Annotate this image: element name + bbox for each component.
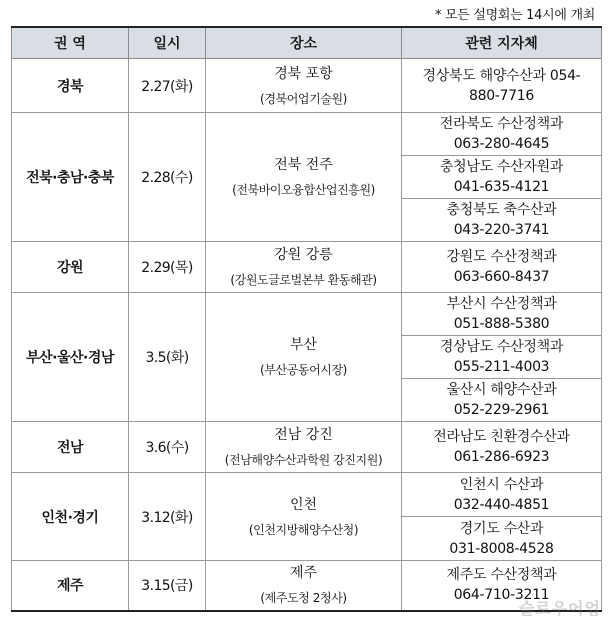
place-cell [206, 113, 402, 242]
contact-dept: 울산시 해양수산과 [446, 382, 557, 398]
place-venue: (전북바이오융합산업진흥원) [232, 183, 375, 197]
contact-dept: 경상북도 해양수산과 054- [422, 67, 581, 84]
contact-dept: 충청북도 축수산과 [446, 202, 557, 218]
table-row [12, 242, 602, 293]
contact-phone: 043-220-3741 [453, 222, 550, 238]
contact-phone: 061-286-6923 [453, 449, 550, 465]
place-cell [206, 561, 402, 611]
place-name: 경북 포항 [274, 65, 333, 82]
contact-phone: 055-211-4003 [453, 359, 550, 375]
table-row [12, 293, 602, 336]
place-venue: (경북어업기술원) [260, 91, 347, 106]
date-cell: 2.28(수) [129, 113, 206, 242]
contact-dept: 부산시 수산정책과 [446, 296, 557, 312]
contact-phone: 041-635-4121 [453, 179, 550, 195]
region-cell: 강원 [12, 242, 129, 293]
table-row [12, 422, 602, 473]
contact-dept: 전라남도 친환경수산과 [433, 429, 570, 445]
date-cell: 3.6(수) [129, 422, 206, 473]
contact-dept: 제주도 수산정책과 [446, 567, 557, 584]
contact-phone: 032-440-4851 [453, 496, 550, 513]
briefing-schedule-table [11, 26, 602, 612]
contact-cell [402, 517, 602, 561]
place-cell [206, 473, 402, 561]
footnote: * 모든 설명회는 14시에 개최 [434, 8, 595, 23]
date-cell: 3.12(화) [129, 473, 206, 561]
place-cell [206, 242, 402, 293]
place-name: 전남 강진 [274, 427, 333, 443]
contact-dept: 인천시 수산과 [459, 476, 544, 493]
date-cell: 2.29(목) [129, 242, 206, 293]
contact-dept: 경상남도 수산정책과 [439, 339, 564, 355]
contact-phone: 031-8008-4528 [449, 540, 554, 557]
region-cell: 제주 [12, 561, 129, 611]
region-cell: 부산·울산·경남 [12, 293, 129, 422]
date-cell: 3.5(화) [129, 293, 206, 422]
header-place: 장소 [206, 27, 402, 59]
table-row [12, 113, 602, 156]
contact-cell [402, 293, 602, 336]
place-venue: (제주도청 2청사) [260, 591, 347, 606]
contact-cell [402, 59, 602, 113]
table-row [12, 473, 602, 517]
contact-phone: 052-229-2961 [453, 402, 550, 418]
contact-phone: 064-710-3211 [453, 587, 550, 604]
contact-phone: 051-888-5380 [453, 316, 550, 332]
place-venue: (인천지방해양수산청) [248, 522, 359, 537]
place-name: 제주 [289, 565, 318, 582]
region-cell: 경북 [12, 59, 129, 113]
contact-cell [402, 113, 602, 156]
region-cell: 전남 [12, 422, 129, 473]
contact-cell [402, 379, 602, 422]
region-cell: 인천·경기 [12, 473, 129, 561]
contact-cell [402, 473, 602, 517]
place-venue: (강원도글로벌본부 환동해관) [230, 273, 377, 287]
place-cell [206, 293, 402, 422]
place-name: 부산 [289, 337, 318, 353]
contact-dept: 충청남도 수산자원과 [439, 159, 564, 175]
header-region: 권 역 [12, 27, 129, 59]
date-cell: 3.15(금) [129, 561, 206, 611]
place-name: 강원 강릉 [274, 247, 333, 263]
table-row [12, 561, 602, 611]
table-row [12, 59, 602, 113]
place-venue: (부산공동어시장) [260, 363, 347, 377]
place-name: 전북 전주 [274, 157, 333, 173]
header-date: 일시 [129, 27, 206, 59]
contact-dept: 강원도 수산정책과 [446, 249, 557, 265]
contact-cell [402, 242, 602, 293]
place-venue: (전남해양수산과학원 강진지원) [224, 453, 383, 467]
watermark: 슬로우어업 [518, 599, 601, 618]
contact-phone: 880-7716 [468, 87, 534, 104]
region-cell: 전북·충남·충북 [12, 113, 129, 242]
contact-cell [402, 199, 602, 242]
contact-dept: 경기도 수산과 [459, 520, 544, 537]
date-cell: 2.27(화) [129, 59, 206, 113]
contact-cell [402, 422, 602, 473]
contact-phone: 063-660-8437 [453, 269, 550, 285]
place-cell [206, 59, 402, 113]
place-name: 인천 [289, 496, 318, 513]
contact-cell [402, 336, 602, 379]
header-row [12, 27, 602, 59]
place-cell [206, 422, 402, 473]
contact-cell [402, 561, 602, 611]
contact-dept: 전라북도 수산정책과 [439, 116, 564, 132]
header-contact: 관련 지자체 [402, 27, 602, 59]
contact-phone: 063-280-4645 [453, 136, 550, 152]
contact-cell [402, 156, 602, 199]
